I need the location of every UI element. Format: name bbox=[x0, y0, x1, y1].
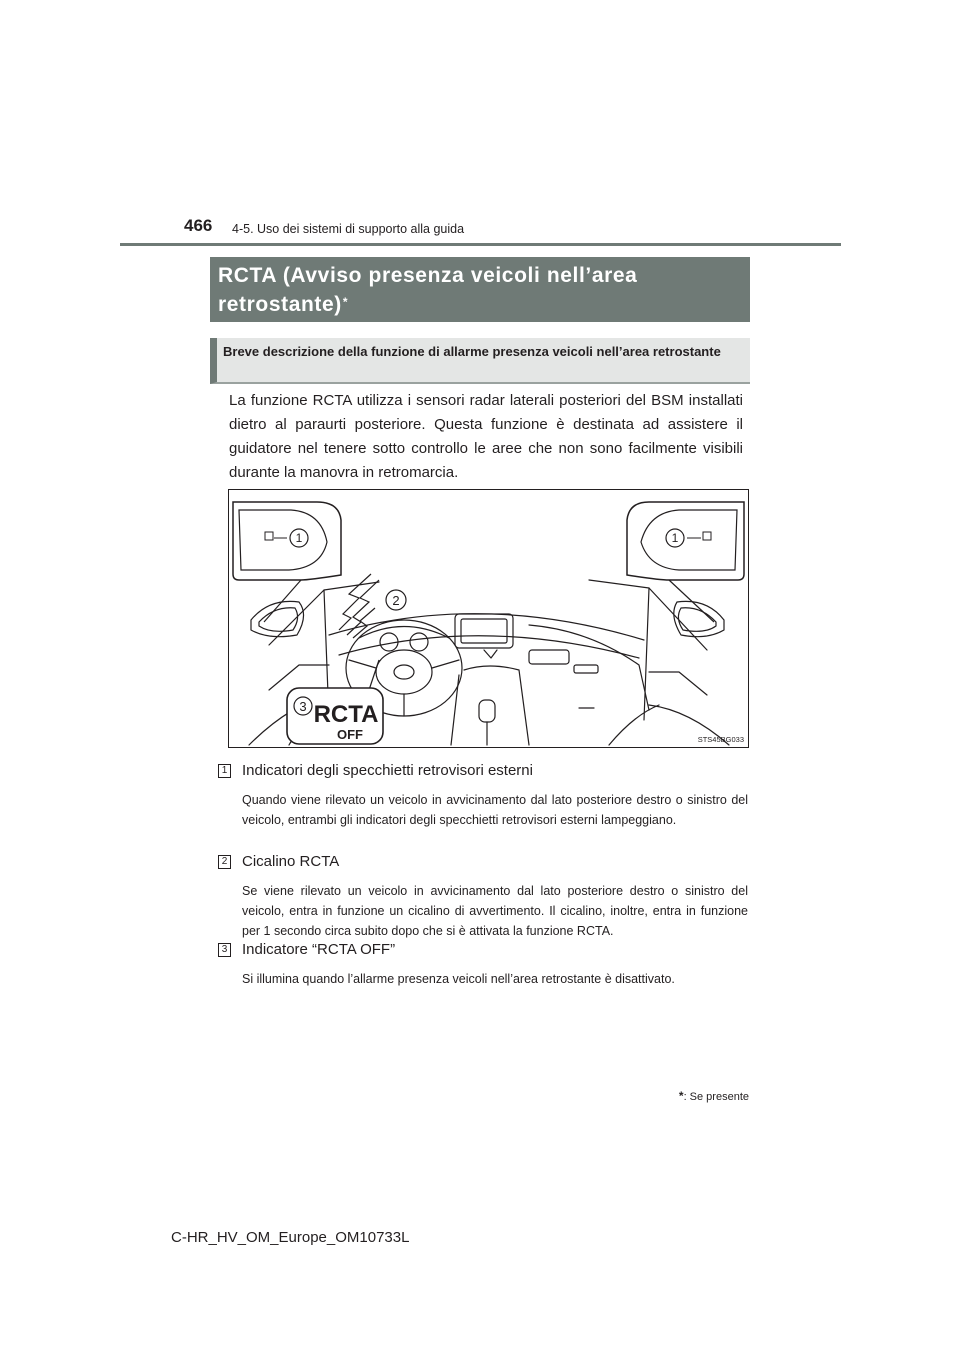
chapter-title: 4-5. Uso dei sistemi di supporto alla guida bbox=[232, 222, 465, 236]
section-title bbox=[218, 261, 738, 319]
button-rcta-label: RCTA bbox=[313, 701, 379, 728]
header-rule bbox=[120, 243, 841, 246]
footnote-text: : Se presente bbox=[683, 1091, 749, 1103]
callout-2: 2 bbox=[392, 593, 400, 608]
item-description: Si illumina quando l’allarme presenza veicoli nell’area retrostante è disattivato. bbox=[242, 972, 675, 986]
subsection-title: Breve descrizione della funzione di allarme presenza veicoli nell’area retrostante bbox=[223, 344, 721, 359]
section-title-asterisk: * bbox=[342, 295, 349, 309]
footnote-asterisk: * bbox=[678, 1089, 684, 1103]
section-title-line1: RCTA (Avviso presenza veicoli nell’area bbox=[218, 264, 638, 287]
item-number: 3 bbox=[218, 943, 231, 957]
callout-1-right: 1 bbox=[671, 531, 679, 545]
item-description: Quando viene rilevato un veicolo in avvicinamento dal lato posteriore destro o sinistro del veicolo, entrambi gli indicatori degli specchietti retrovisori esterni lampeggiano. bbox=[242, 793, 748, 827]
item-title: Cicalino RCTA bbox=[242, 853, 340, 870]
right-mirror-zoom bbox=[627, 502, 744, 622]
item-description: Se viene rilevato un veicolo in avvicinamento dal lato posteriore destro o sinistro del veicolo, entra in funzione un cicalino di avvertimento. Il cicalino, inoltre, entra in funzione per 1 secondo circa subito dopo che si è attivata la funzione RCTA. bbox=[242, 884, 748, 938]
item-number: 2 bbox=[218, 855, 231, 869]
dashboard-drawing bbox=[229, 490, 748, 747]
callout-3: 3 bbox=[299, 699, 307, 714]
rcta-off-button-zoom bbox=[287, 660, 383, 744]
buzzer-signal bbox=[339, 574, 379, 638]
intro-paragraph: La funzione RCTA utilizza i sensori radar laterali posteriori del BSM installati dietro al paraurti posteriore. Questa funzione è destinata ad assistere il guidatore nel tenere sotto controllo le aree che non sono facilmente visibili durante la manovra in retromarcia. bbox=[229, 392, 743, 481]
subsection-title-box bbox=[210, 338, 750, 384]
page-number: 466 bbox=[184, 216, 213, 235]
item-title: Indicatore “RCTA OFF” bbox=[242, 941, 396, 958]
document-id: C-HR_HV_OM_Europe_OM10733L bbox=[171, 1229, 410, 1246]
rcta-illustration bbox=[228, 489, 749, 748]
section-title-box bbox=[210, 257, 750, 322]
footnote bbox=[679, 1089, 749, 1103]
callout-1-left: 1 bbox=[295, 531, 303, 545]
item-title: Indicatori degli specchietti retrovisori esterni bbox=[242, 762, 533, 779]
button-off-label: OFF bbox=[337, 727, 363, 742]
figure-code: STS45BG033 bbox=[697, 735, 744, 744]
section-title-line2: retrostante) bbox=[218, 293, 342, 316]
item-number: 1 bbox=[218, 764, 231, 778]
